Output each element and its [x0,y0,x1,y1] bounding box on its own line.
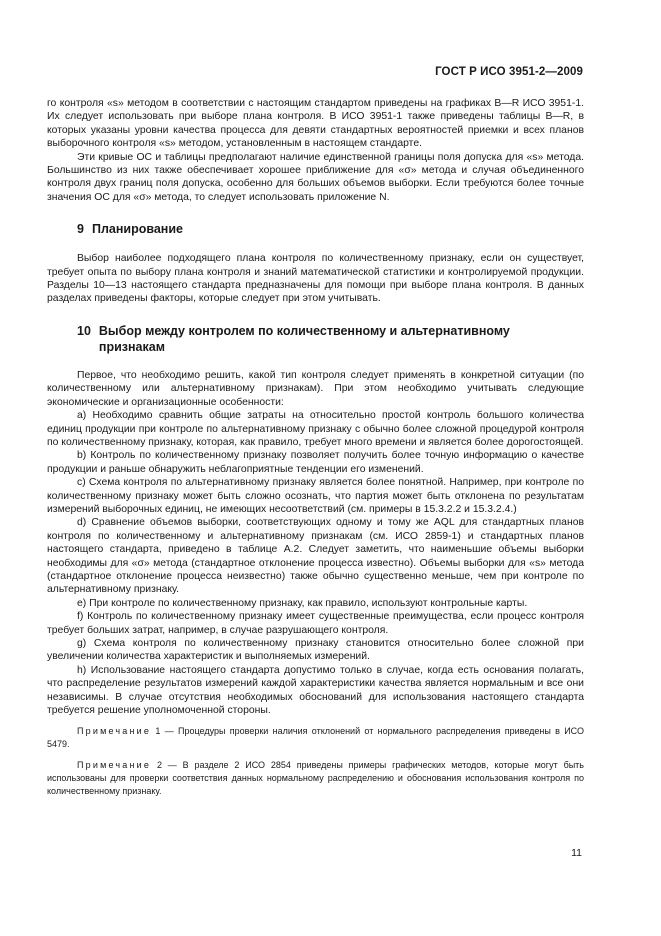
document-code-header: ГОСТ Р ИСО 3951-2—2009 [435,66,583,78]
page-content [47,97,584,798]
section-10-title-line1: Выбор между контролем по количественному и альтернативному [98,323,510,338]
paragraph-oc-curves: Эти кривые ОС и таблицы предполагают наличие единственной границы поля допуска для «s» метода. Большинство из них также обеспечивает хорошее приближение для «σ» метода и случая объединенного контроля двух границ поля допуска, особенно для больших объемов выборки. Если требуются более точные значения ОС для «σ» метода, то следует использовать приложение N. [47,151,584,203]
list-item-c: c) Схема контроля по альтернативному признаку является более понятной. Например, при контроле по количественному признаку может быть сложно осознать, что партия может быть отклонена по результатам измерений выборочных единиц, не имеющих несоответствий (см. примеры в 15.3.2.2 и 15.3.2.4.) [47,477,584,515]
list-item-a: a) Необходимо сравнить общие затраты на относительно простой контроль большого количества единиц продукции при контроле по альтернативному признаку с обычно более сложной процедурой контроля по количественному признаку, которая, как правило, требует много времени и является более дорогостоящей. [47,410,584,448]
note-1-label: Примечание [77,726,152,737]
note-2 [47,759,584,798]
section-9-heading [47,221,584,237]
section-10-title [99,323,510,355]
section-9-text: Выбор наиболее подходящего плана контроля по количественному признаку, если он существует, требует опыта по выбору плана контроля и знаний математической статистики и контролируемой продукции. Разделы 10—13 настоящего стандарта предназначены для помощи при выборе плана контроля. В данных разделах приведены факторы, которые следует при этом учитывать. [47,253,584,305]
list-item-e: e) При контроле по количественному признаку, как правило, используют контрольные карты. [77,597,528,609]
page-number: 11 [571,847,582,859]
section-10-intro: Первое, что необходимо решить, какой тип контроля следует применять в конкретной ситуации (по количественному или альтернативному признакам). При этом необходимо учитывать следующие экономические и организационные особенности: [47,369,584,408]
list-item-h: h) Использование настоящего стандарта допустимо только в случае, когда есть основания полагать, что распределение результатов измерений каждой характеристики качества является нормальным и все они независимы. В случае отсутствия необходимых обоснований для использования настоящего стандарта требуется решение уполномоченной стороны. [47,664,584,717]
paragraph-continuation: го контроля «s» методом в соответствии с настоящим стандартом приведены на графиках В—R ИСО 3951-1. Их следует использовать при выборе плана контроля. В ИСО 3951-1 также приведены таблицы В—R, в которых указаны уровни качества процесса для девяти стандартных вероятностей приемки и всех планов выборочного контроля «s» методом, установленным в настоящем стандарте. [47,98,584,150]
note-2-text: 2 — В разделе 2 ИСО 2854 приведены примеры графических методов, которые могут быть использованы для проверки соответствия данных нормальному распределению и обоснования использования контроля по количественному признаку. [47,760,584,797]
section-10-number: 10 [77,323,91,338]
section-9-title: Планирование [91,222,183,237]
list-item-g: g) Схема контроля по количественному признаку становится относительно более сложной при увеличении количества характеристик и выполняемых измерений. [47,638,584,663]
note-1-text: 1 — Процедуры проверки наличия отклонений от нормального распределения приведены в ИСО 5479. [47,726,584,750]
section-10-title-line2: признакам [98,339,165,354]
list-item-f: f) Контроль по количественному признаку имеет существенные преимущества, если процесс контроля требует больших затрат, например, в случае разрушающего контроля. [47,611,584,636]
note-2-label: Примечание [77,760,152,771]
section-10-heading [47,323,584,355]
list-item-b: b) Контроль по количественному признаку позволяет получить более точную информацию о качестве продукции и раньше обнаружить неблагоприятные тенденции его изменений. [47,450,584,475]
section-9-number: 9 [77,222,84,237]
note-1 [47,725,584,751]
list-item-d: d) Сравнение объемов выборки, соответствующих одному и тому же AQL для стандартных планов контроля по количественному и альтернативному признакам (см. ИСО 2859-1) и стандартных планов настоящего стандарта, приведено в таблице А.2. Следует заметить, что наименьшие объемы выборки необходимы для «σ» метода (стандартное отклонение процесса известно). Объемы выборки для «s» метода (стандартное отклонение процесса неизвестно) также обычно существенно меньше, чем при контроле по альтернативному признаку. [47,517,584,596]
